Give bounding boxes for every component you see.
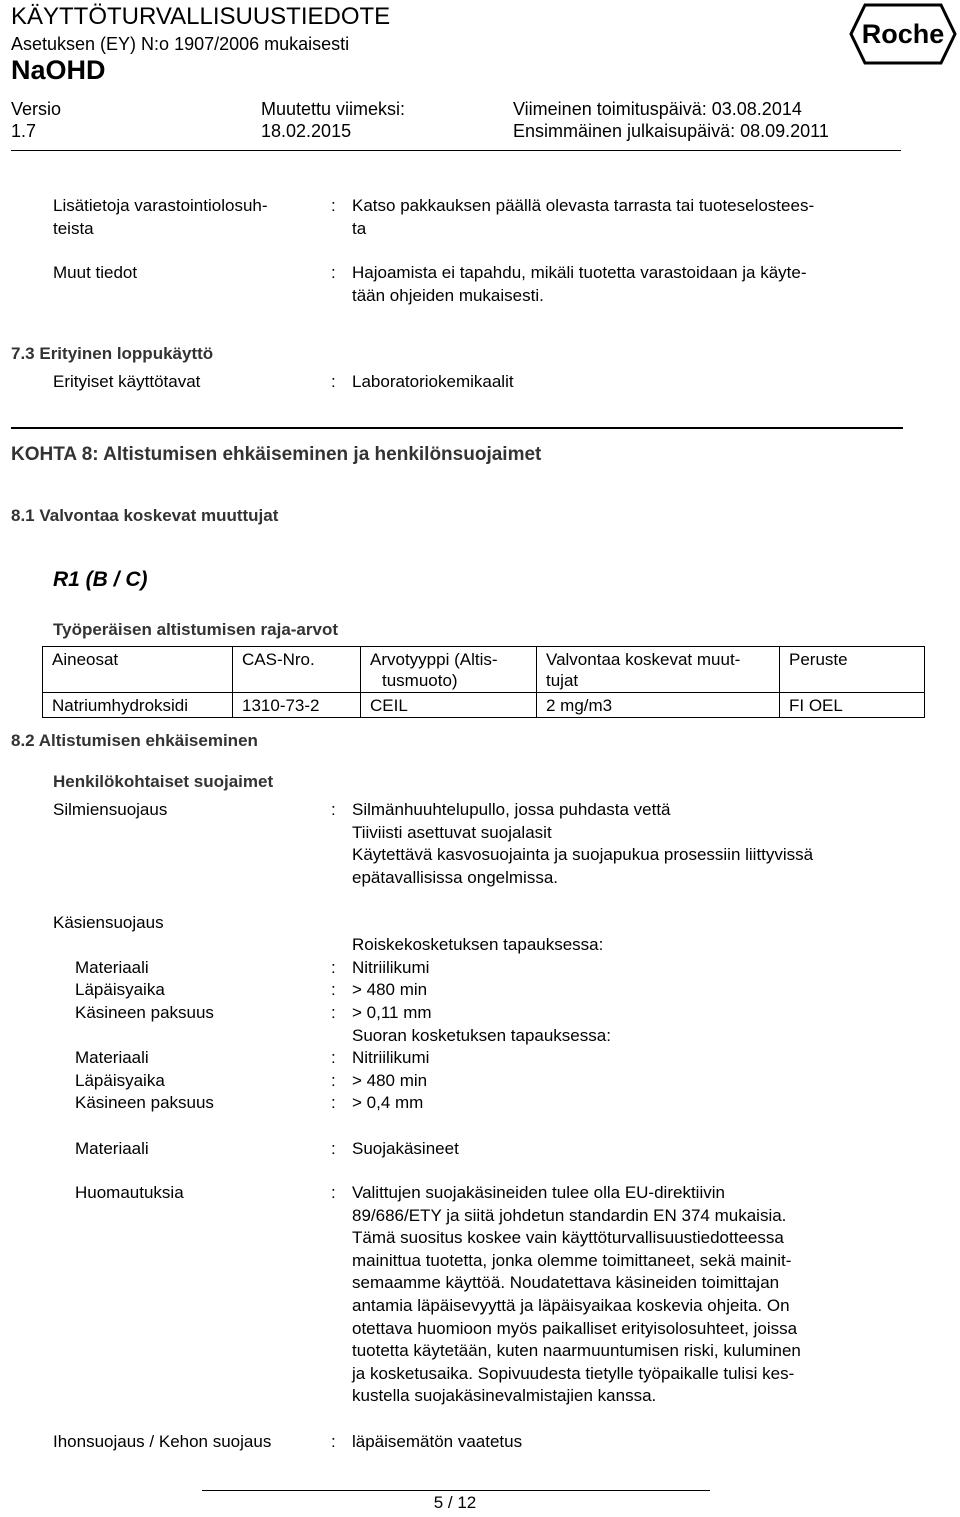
regulation-reference: Asetuksen (EY) N:o 1907/2006 mukaisesti <box>11 34 350 54</box>
colon: : <box>331 372 336 391</box>
storage-extra-value-line1: Katso pakkauksen päällä olevasta tarrasta tai tuoteselostees- <box>352 196 815 215</box>
splash-contact-heading: Roiskekosketuksen tapauksessa: <box>352 935 604 954</box>
colon: : <box>331 958 336 977</box>
notes-line8: tuotetta käytetään, kuten naarmuuntumisen riski, kuluminen <box>352 1341 801 1360</box>
notes-line7: otettava huomioon myös paikalliset erityisolosuhteet, joissa <box>352 1319 798 1338</box>
oel-title: Työperäisen altistumisen raja-arvot <box>53 620 339 639</box>
colon: : <box>331 196 336 215</box>
product-name: NaOHD <box>11 55 106 85</box>
colon: : <box>331 263 336 282</box>
version-value: 1.7 <box>11 121 37 141</box>
contact-breakthrough-value: > 480 min <box>352 1071 428 1090</box>
cell-basis: FI OEL <box>780 693 925 718</box>
modified-value: 18.02.2015 <box>261 121 352 141</box>
header-value-type-line2: tusmuoto) <box>382 671 458 690</box>
section-8-1-heading: 8.1 Valvontaa koskevat muuttujat <box>11 506 279 525</box>
r1-title: R1 (B / C) <box>53 568 148 591</box>
material-label: Materiaali <box>75 958 149 977</box>
notes-line9: ja kosketusaika. Sopivuudesta tietylle työpaikalle tulisi kes- <box>352 1364 795 1383</box>
glove-thickness-label: Käsineen paksuus <box>75 1003 214 1022</box>
header-cas: CAS-Nro. <box>233 647 361 693</box>
colon: : <box>331 980 336 999</box>
notes-label: Huomautuksia <box>75 1183 184 1202</box>
notes-line4: mainittua tuotetta, jonka olemme toimittaneet, sekä mainit- <box>352 1251 792 1270</box>
breakthrough-label: Läpäisyaika <box>75 1071 165 1090</box>
other-info-label: Muut tiedot <box>53 263 138 282</box>
eye-protection-line3: Käytettävä kasvosuojainta ja suojapukua prosessiin liittyvissä <box>352 845 814 864</box>
logo-text: Roche <box>861 19 945 49</box>
section-8-divider <box>11 427 903 429</box>
cell-control-params: 2 mg/m3 <box>537 693 780 718</box>
skin-protection-value: läpäisemätön vaatetus <box>352 1432 523 1451</box>
colon: : <box>331 1139 336 1158</box>
section-8-2-heading: 8.2 Altistumisen ehkäiseminen <box>11 731 258 750</box>
colon: : <box>331 1048 336 1067</box>
oel-table <box>42 646 925 718</box>
document-title: KÄYTTÖTURVALLISUUSTIEDOTE <box>11 3 391 30</box>
splash-thickness-value: > 0,11 mm <box>352 1003 432 1022</box>
table-row <box>43 693 925 718</box>
header-substance: Aineosat <box>43 647 233 693</box>
eye-protection-line1: Silmänhuuhtelupullo, jossa puhdasta vettä <box>352 800 671 819</box>
header-basis: Peruste <box>780 647 925 693</box>
colon: : <box>331 1093 336 1112</box>
notes-line1: Valittujen suojakäsineiden tulee olla EU-direktiivin <box>352 1183 725 1202</box>
header-control-params-line1: Valvontaa koskevat muut- <box>546 650 741 669</box>
storage-extra-label-line1: Lisätietoja varastointiolosuh- <box>53 196 268 215</box>
header-divider <box>11 150 901 151</box>
cell-value-type: CEIL <box>361 693 537 718</box>
modified-label: Muutettu viimeksi: <box>261 99 406 119</box>
colon: : <box>331 1071 336 1090</box>
colon: : <box>331 1183 336 1202</box>
header-control-params-line2: tujat <box>546 671 579 690</box>
cell-substance: Natriumhydroksidi <box>43 693 233 718</box>
section-7-3-heading: 7.3 Erityinen loppukäyttö <box>11 344 214 363</box>
splash-material-value: Nitriilikumi <box>352 958 430 977</box>
other-info-value-line1: Hajoamista ei tapahdu, mikäli tuotetta varastoidaan ja käyte- <box>352 263 807 282</box>
notes-line10: kustella suojakäsinevalmistajien kanssa. <box>352 1386 657 1405</box>
hand-protection-label: Käsiensuojaus <box>53 913 164 932</box>
header-value-type-line1: Arvotyyppi (Altis- <box>370 650 498 669</box>
notes-line6: antamia läpäisevyyttä ja läpäisyaikaa koskevia ohjeita. On <box>352 1296 790 1315</box>
glove-type-value: Suojakäsineet <box>352 1139 459 1158</box>
splash-breakthrough-value: > 480 min <box>352 980 428 999</box>
roche-logo <box>849 3 957 65</box>
colon: : <box>331 1432 336 1451</box>
skin-protection-label: Ihonsuojaus / Kehon suojaus <box>53 1432 272 1451</box>
eye-protection-label: Silmiensuojaus <box>53 800 168 819</box>
colon: : <box>331 800 336 819</box>
notes-line5: semaamme käyttöä. Noudatettava käsineiden toimittajan <box>352 1273 780 1292</box>
material-label: Materiaali <box>75 1139 149 1158</box>
material-label: Materiaali <box>75 1048 149 1067</box>
direct-contact-heading: Suoran kosketuksen tapauksessa: <box>352 1026 611 1045</box>
notes-line3: Tämä suositus koskee vain käyttöturvallisuustiedotteessa <box>352 1228 784 1247</box>
storage-extra-value-line2: ta <box>352 219 367 238</box>
specific-uses-label: Erityiset käyttötavat <box>53 372 201 391</box>
page-number: 5 / 12 <box>433 1493 477 1512</box>
cell-cas: 1310-73-2 <box>233 693 361 718</box>
contact-material-value: Nitriilikumi <box>352 1048 430 1067</box>
first-publish-date: Ensimmäinen julkaisupäivä: 08.09.2011 <box>513 121 829 141</box>
breakthrough-label: Läpäisyaika <box>75 980 165 999</box>
other-info-value-line2: tään ohjeiden mukaisesti. <box>352 286 544 305</box>
last-delivery-date: Viimeinen toimituspäivä: 03.08.2014 <box>513 99 802 119</box>
glove-thickness-label: Käsineen paksuus <box>75 1093 214 1112</box>
contact-thickness-value: > 0,4 mm <box>352 1093 424 1112</box>
ppe-title: Henkilökohtaiset suojaimet <box>53 772 274 791</box>
header-value-type <box>361 647 537 693</box>
section-8-heading: KOHTA 8: Altistumisen ehkäiseminen ja henkilönsuojaimet <box>11 444 542 465</box>
table-header-row <box>43 647 925 693</box>
header-control-params <box>537 647 780 693</box>
eye-protection-line2: Tiiviisti asettuvat suojalasit <box>352 823 552 842</box>
colon: : <box>331 1003 336 1022</box>
version-label: Versio <box>11 99 62 119</box>
specific-uses-value: Laboratoriokemikaalit <box>352 372 514 391</box>
footer-divider <box>202 1490 710 1491</box>
storage-extra-label-line2: teista <box>53 219 94 238</box>
eye-protection-line4: epätavallisissa ongelmissa. <box>352 868 558 887</box>
notes-line2: 89/686/ETY ja siitä johdetun standardin EN 374 mukaisia. <box>352 1206 787 1225</box>
